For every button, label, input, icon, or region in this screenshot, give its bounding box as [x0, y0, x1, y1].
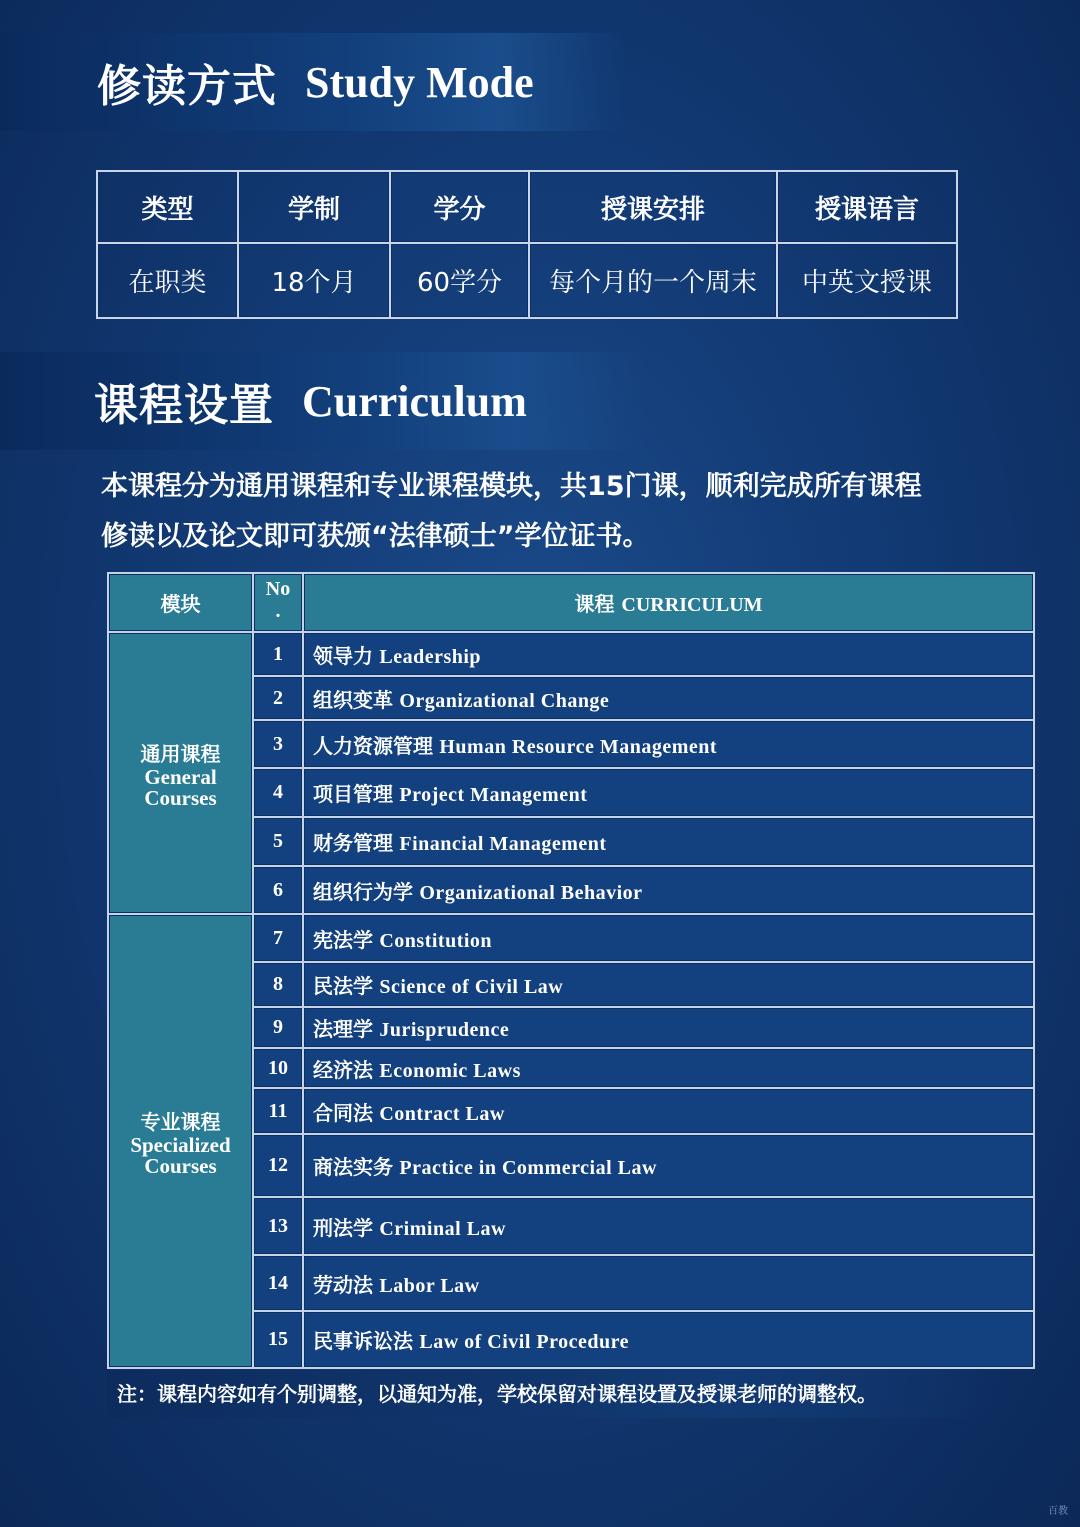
curriculum-title-en: Curriculum	[302, 376, 527, 426]
value-language: 中英文授课	[777, 243, 957, 318]
course-name-en: Contract Law	[379, 1102, 505, 1125]
course-name-cn: 组织变革	[313, 687, 393, 712]
intro-line-1: 本课程分为通用课程和专业课程模块，共15门课，顺利完成所有课程	[101, 471, 922, 502]
group-label-en-1: Specialized	[130, 1132, 231, 1157]
group-label-en-2: Courses	[144, 1153, 217, 1178]
course-number: 7	[253, 914, 303, 962]
course-number: 3	[253, 720, 303, 768]
study-mode-title-cn: 修读方式	[97, 61, 277, 112]
course-name-cn: 民法学	[313, 974, 373, 998]
course-number: 5	[253, 817, 303, 866]
course-row	[108, 914, 1034, 962]
course-number: 15	[253, 1311, 303, 1368]
course-name	[303, 720, 1034, 768]
course-name-en: Project Management	[399, 784, 588, 806]
course-row	[108, 632, 1034, 676]
course-name	[303, 1007, 1034, 1048]
value-type: 在职类	[97, 243, 238, 318]
group-label-cn: 通用课程	[140, 741, 221, 766]
course-name-cn: 刑法学	[313, 1215, 373, 1240]
course-number: 14	[253, 1255, 303, 1311]
curriculum-banner	[0, 352, 645, 450]
study-mode-banner	[0, 33, 625, 131]
curriculum-body	[108, 632, 1034, 1368]
course-name	[303, 1311, 1034, 1368]
course-name-cn: 宪法学	[313, 927, 373, 952]
header-curriculum-cn: 课程	[574, 592, 615, 616]
course-number: 10	[253, 1048, 303, 1088]
course-number: 4	[253, 768, 303, 817]
header-no	[253, 573, 303, 632]
group-general-courses	[108, 632, 253, 914]
group-specialized-courses	[108, 914, 253, 1368]
value-credits: 60学分	[390, 243, 529, 318]
course-number: 6	[253, 866, 303, 914]
course-name-cn: 劳动法	[313, 1272, 373, 1297]
curriculum-intro	[101, 462, 1031, 562]
header-no-dot: .	[275, 600, 281, 622]
course-name-cn: 经济法	[313, 1057, 373, 1082]
curriculum-title-cn: 课程设置	[94, 380, 274, 431]
course-name-cn: 民事诉讼法	[313, 1329, 413, 1353]
course-name-en: Constitution	[379, 929, 493, 952]
course-number: 8	[253, 962, 303, 1007]
course-name	[303, 632, 1034, 676]
course-name	[303, 962, 1034, 1007]
study-mode-value-row	[97, 243, 957, 318]
course-name-cn: 组织行为学	[313, 879, 413, 904]
header-schedule: 授课安排	[529, 171, 777, 243]
header-duration: 学制	[238, 171, 390, 243]
course-name	[303, 914, 1034, 962]
value-duration: 18个月	[238, 243, 390, 318]
course-name	[303, 817, 1034, 866]
header-no-text: No	[265, 578, 291, 600]
course-number: 2	[253, 676, 303, 720]
course-name-en: Financial Management	[399, 833, 607, 855]
curriculum-note: 注：课程内容如有个别调整，以通知为准，学校保留对课程设置及授课老师的调整权。	[107, 1370, 995, 1418]
header-module: 模块	[108, 573, 253, 632]
course-name	[303, 1088, 1034, 1134]
course-name-cn: 合同法	[313, 1100, 373, 1125]
course-number: 9	[253, 1007, 303, 1048]
course-name-cn: 法理学	[313, 1017, 373, 1041]
course-name-en: Jurisprudence	[379, 1019, 510, 1041]
course-name-en: Practice in Commercial Law	[399, 1157, 657, 1179]
study-mode-title-en: Study Mode	[305, 57, 534, 107]
course-name-en: Organizational Behavior	[419, 881, 643, 904]
course-name	[303, 1048, 1034, 1088]
course-name-en: Economic Laws	[379, 1059, 521, 1082]
value-schedule: 每个月的一个周末	[529, 243, 777, 318]
course-name-cn: 人力资源管理	[313, 733, 433, 758]
course-name-en: Leadership	[379, 645, 482, 668]
course-number: 1	[253, 632, 303, 676]
course-number: 12	[253, 1134, 303, 1197]
course-number: 13	[253, 1197, 303, 1255]
course-name-cn: 财务管理	[313, 831, 393, 855]
header-curriculum-en: CURRICULUM	[621, 594, 763, 616]
course-name-en: Science of Civil Law	[379, 976, 564, 998]
study-mode-header-row	[97, 171, 957, 243]
header-curriculum	[303, 573, 1034, 632]
header-language: 授课语言	[777, 171, 957, 243]
intro-line-2: 修读以及论文即可获颁“法律硕士”学位证书。	[101, 521, 650, 552]
course-name-cn: 商法实务	[313, 1155, 393, 1179]
course-name-cn: 项目管理	[313, 782, 393, 806]
group-label-en-2: Courses	[144, 785, 217, 810]
course-name	[303, 1255, 1034, 1311]
course-name-cn: 领导力	[313, 643, 373, 668]
course-name	[303, 768, 1034, 817]
study-mode-table	[96, 170, 958, 319]
course-name-en: Labor Law	[379, 1274, 480, 1297]
group-label-cn: 专业课程	[140, 1109, 221, 1134]
course-name-en: Criminal Law	[379, 1217, 506, 1240]
course-name-en: Human Resource Management	[439, 735, 718, 758]
course-name	[303, 866, 1034, 914]
header-credits: 学分	[390, 171, 529, 243]
course-name	[303, 1197, 1034, 1255]
course-name-en: Law of Civil Procedure	[419, 1331, 630, 1353]
watermark: 百教	[1048, 1506, 1068, 1517]
course-name-en: Organizational Change	[399, 689, 610, 712]
header-type: 类型	[97, 171, 238, 243]
course-name	[303, 1134, 1034, 1197]
curriculum-table	[107, 572, 1035, 1369]
curriculum-header-row	[108, 573, 1034, 632]
group-label-en-1: General	[144, 764, 217, 789]
course-number: 11	[253, 1088, 303, 1134]
course-name	[303, 676, 1034, 720]
